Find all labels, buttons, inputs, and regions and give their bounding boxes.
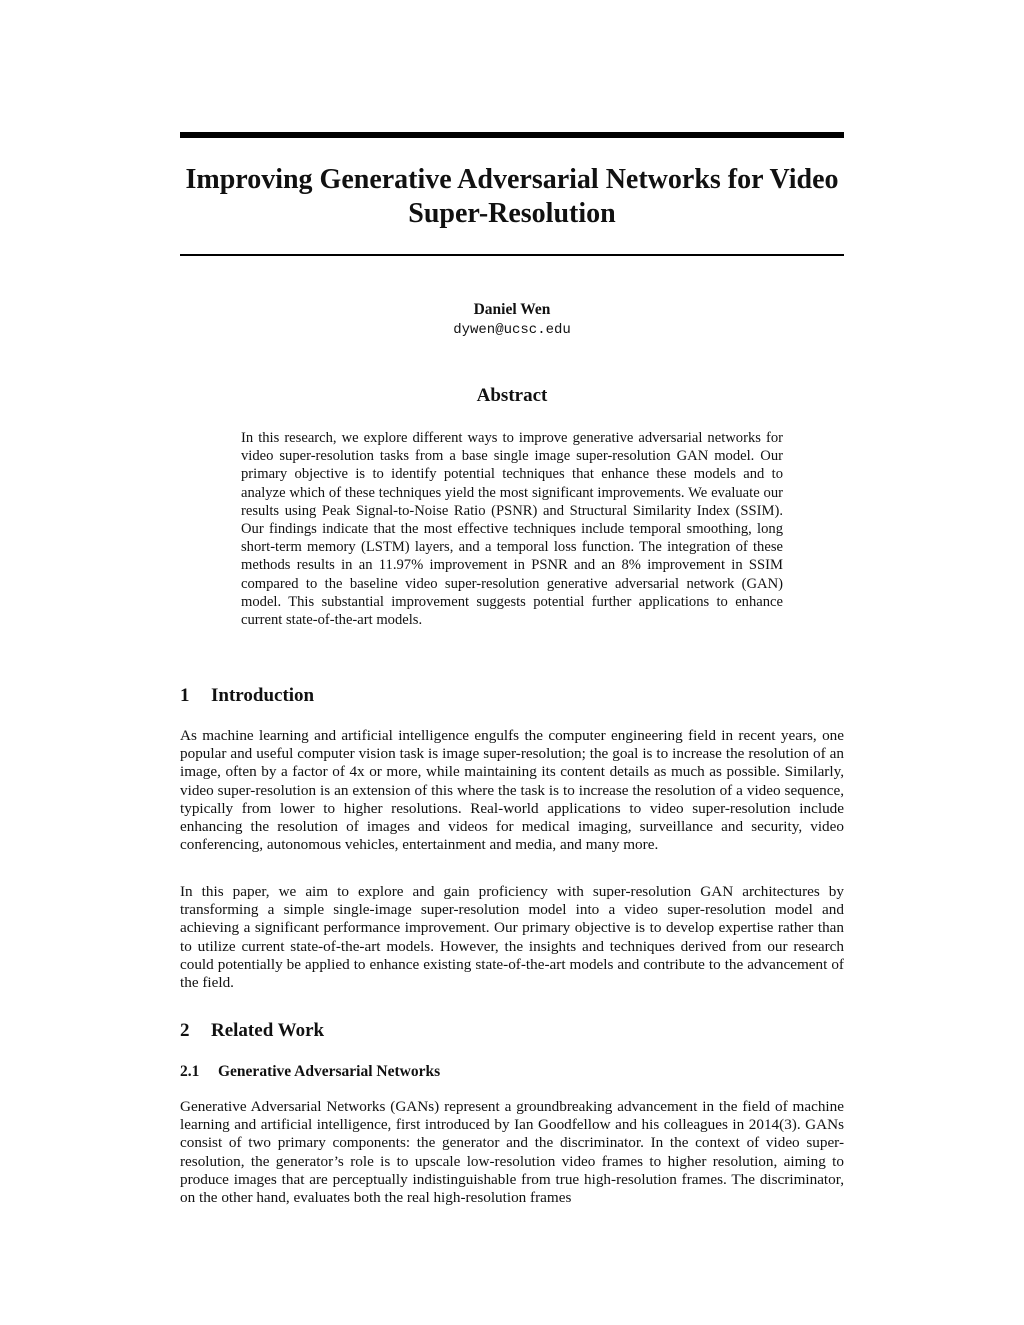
title-rule-bottom (180, 254, 844, 256)
section-number: 1 (180, 685, 190, 706)
section-number: 2 (180, 1020, 190, 1041)
section-title: Introduction (211, 685, 315, 706)
section-heading-related-work (180, 1019, 324, 1043)
section-heading-introduction (180, 684, 314, 708)
subsection-title: Generative Adversarial Networks (218, 1063, 441, 1080)
subsection-heading-gans (180, 1062, 440, 1082)
intro-paragraph-2: In this paper, we aim to explore and gain proficiency with super-resolution GAN architectures by transforming a simple single-image super-resolution model into a video super-resolution model and achieving a significant performance improvement. Our primary objective is to develop expertise rather than to utilize current state-of-the-art models. However, the insights and techniques derived from our research could potentially be applied to enhance existing state-of-the-art models and contribute to the advancement of the field. (180, 883, 844, 992)
section-title: Related Work (211, 1020, 325, 1041)
subsection-number: 2.1 (180, 1063, 200, 1080)
abstract-heading: Abstract (476, 385, 548, 406)
abstract-text: In this research, we explore different ways to improve generative adversarial networks for video super-resolution tasks from a base single image super-resolution GAN model. Our primary objective is to identify potential techniques that enhance these models and to analyze which of these techniques yield the most significant improvements. We evaluate our results using Peak Signal-to-Noise Ratio (PSNR) and Structural Similarity Index (SSIM). Our findings indicate that the most effective techniques include temporal smoothing, long short-term memory (LSTM) layers, and a temporal loss function. The integration of these methods results in an 11.97% improvement in PSNR and an 8% improvement in SSIM compared to the baseline video super-resolution generative adversarial network (GAN) model. This substantial improvement suggests potential further applications to enhance current state-of-the-art models. (241, 430, 783, 629)
intro-paragraph-1: As machine learning and artificial intelligence engulfs the computer engineering field in recent years, one popular and useful computer vision task is image super-resolution; the goal is to increase the resolution of an image, often by a factor of 4x or more, while maintaining its content details as much as possible. Similarly, video super-resolution is an extension of this where the task is to increase the resolution of a video sequence, typically from lower to higher resolutions. Real-world applications to video super-resolution include enhancing the resolution of images and videos for medical imaging, surveillance and security, video conferencing, autonomous vehicles, entertainment and media, and many more. (180, 727, 844, 854)
paper-title: Improving Generative Adversarial Networks for Video Super-Resolution (185, 164, 839, 229)
title-rule-top (180, 132, 844, 138)
author-name: Daniel Wen (473, 301, 551, 318)
gans-paragraph-1: Generative Adversarial Networks (GANs) represent a groundbreaking advancement in the field of machine learning and artificial intelligence, first introduced by Ian Goodfellow and his colleagues in 2014(3). GANs consist of two primary components: the generator and the discriminator. In the context of video super-resolution, the generator’s role is to upscale low-resolution video frames to higher resolution, aiming to produce images that are perceptually indistinguishable from true high-resolution frames. The discriminator, on the other hand, evaluates both the real high-resolution frames (180, 1098, 844, 1207)
author-email: dywen@ucsc.edu (453, 322, 571, 338)
